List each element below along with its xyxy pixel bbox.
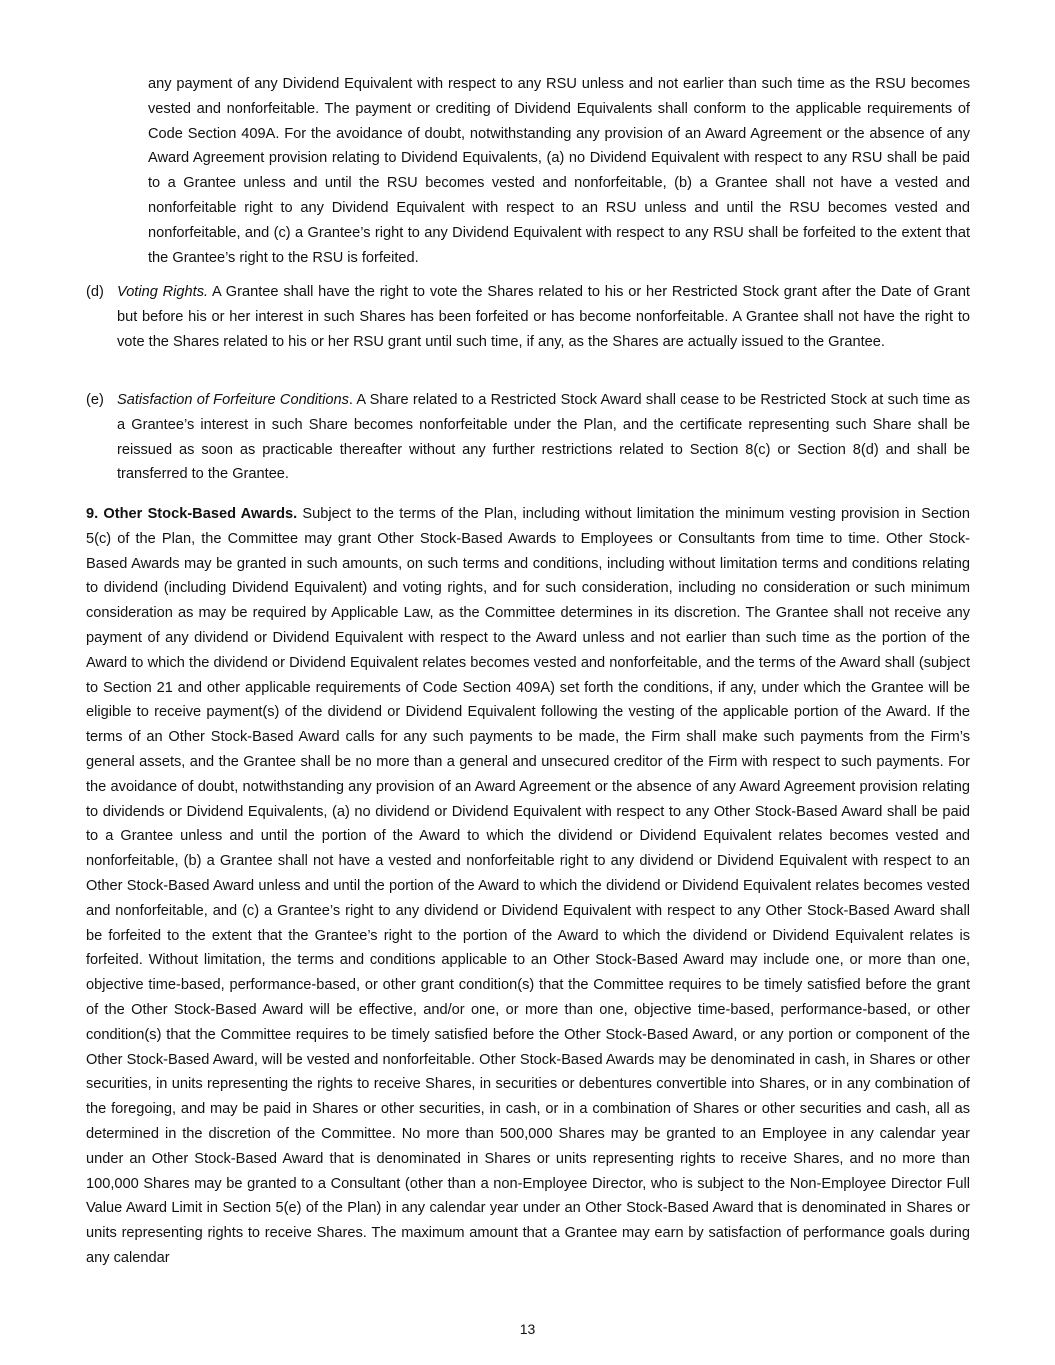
section-9-paragraph: [86, 502, 970, 1271]
item-satisfaction-of-forfeiture-conditions: [86, 388, 970, 487]
item-heading: Satisfaction of Forfeiture Conditions: [117, 392, 349, 408]
item-heading: Voting Rights.: [117, 284, 209, 300]
item-text: [117, 388, 970, 487]
page-number: 13: [519, 1321, 536, 1337]
item-text: [117, 280, 970, 354]
continuation-paragraph: any payment of any Dividend Equivalent with respect to any RSU unless and not earlier than such time as the RSU becomes vested and nonforfeitable. The payment or crediting of Dividend Equivalents shall conform to the applicable requirements of Code Section 409A. For the avoidance of doubt, notwithstanding any provision of an Award Agreement or the absence of any Award Agreement provision relating to Dividend Equivalents, (a) no Dividend Equivalent with respect to any RSU shall be paid to a Grantee unless and until the RSU becomes vested and nonforfeitable, (b) a Grantee shall not have a vested and nonforfeitable right to any Dividend Equivalent with respect to an RSU unless and until the RSU becomes vested and nonforfeitable, and (c) a Grantee’s right to any Dividend Equivalent with respect to any RSU shall be forfeited to the extent that the Grantee’s right to the RSU is forfeited.: [148, 76, 970, 266]
item-body: . A Share related to a Restricted Stock Award shall cease to be Restricted Stock at such time as a Grantee’s interest in such Share becomes nonforfeitable under the Plan, and the certificate representing such Share shall be reissued as soon as practicable thereafter without any further restrictions related to Section 8(c) or Section 8(d) and shall be transferred to the Grantee.: [117, 392, 970, 483]
section-9-body: Subject to the terms of the Plan, including without limitation the minimum vesting provision in Section 5(c) of the Plan, the Committee may grant Other Stock-Based Awards to Employees or Consultants from time to time. Other Stock-Based Awards may be granted in such amounts, on such terms and conditions, including without limitation terms and conditions relating to dividend (including Dividend Equivalent) and voting rights, and for such consideration, including no consideration or such minimum consideration as may be required by Applicable Law, as the Committee determines in its discretion. The Grantee shall not receive any payment of any dividend or Dividend Equivalent with respect to the Award unless and not earlier than such time as the portion of the Award to which the dividend or Dividend Equivalent relates becomes vested and nonforfeitable, and the terms of the Award shall (subject to Section 21 and other applicable requirements of Code Section 409A) set forth the conditions, if any, under which the Grantee will be eligible to receive payment(s) of the dividend or Dividend Equivalent following the vesting of the applicable portion of the Award. If the terms of an Other Stock-Based Award calls for any such payments to be made, the Firm shall make such payments from the Firm’s general assets, and the Grantee shall be no more than a general and unsecured creditor of the Firm with respect to such payments. For the avoidance of doubt, notwithstanding any provision of an Award Agreement or the absence of any Award Agreement provision relating to dividends or Dividend Equivalents, (a) no dividend or Dividend Equivalent with respect to any Other Stock-Based Award shall be paid to a Grantee unless and until the portion of the Award to which the dividend or Dividend Equivalent relates becomes vested and nonforfeitable, (b) a Grantee shall not have a vested and nonforfeitable right to any dividend or Dividend Equivalent with respect to an Other Stock-Based Award unless and until the portion of the Award to which the dividend or Dividend Equivalent relates becomes vested and nonforfeitable, and (c) a Grantee’s right to any dividend or Dividend Equivalent with respect to any Other Stock-Based Award shall be forfeited to the extent that the Grantee’s right to the portion of the Award to which the dividend or Dividend Equivalent relates is forfeited. Without limitation, the terms and conditions applicable to an Other Stock-Based Award may include one, or more than one, objective time-based, performance-based, or other grant condition(s) that the Committee requires to be timely satisfied before the grant of the Other Stock-Based Award will be effective, and/or one, or more than one, objective time-based, performance-based, or other condition(s) that the Committee requires to be timely satisfied before the Other Stock-Based Award, or any portion or component of the Other Stock-Based Award, will be vested and nonforfeitable. Other Stock-Based Awards may be denominated in cash, in Shares or other securities, in units representing the rights to receive Shares, in securities or debentures convertible into Shares, or in any combination of the foregoing, and may be paid in Shares or other securities, in cash, or in a combination of Shares or other securities and cash, all as determined in the discretion of the Committee. No more than 500,000 Shares may be granted to an Employee in any calendar year under an Other Stock-Based Award that is denominated in Shares or units representing rights to receive Shares, and no more than 100,000 Shares may be granted to a Consultant (other than a non-Employee Director, who is subject to the Non-Employee Director Full Value Award Limit in Section 5(e) of the Plan) in any calendar year under an Other Stock-Based Award that is denominated in Shares or units representing rights to receive Shares. The maximum amount that a Grantee may earn by satisfaction of performance goals during any calendar: [86, 506, 970, 1266]
item-voting-rights: [86, 280, 970, 354]
item-label: (d): [86, 284, 104, 300]
item-body: A Grantee shall have the right to vote the Shares related to his or her Restricted Stock grant after the Date of Grant but before his or her interest in such Shares has been forfeited or has become nonforfeitable. A Grantee shall not have the right to vote the Shares related to his or her RSU grant until such time, if any, as the Shares are actually issued to the Grantee.: [117, 284, 970, 350]
section-9-title: 9. Other Stock-Based Awards.: [86, 506, 298, 522]
item-label: (e): [86, 392, 104, 408]
